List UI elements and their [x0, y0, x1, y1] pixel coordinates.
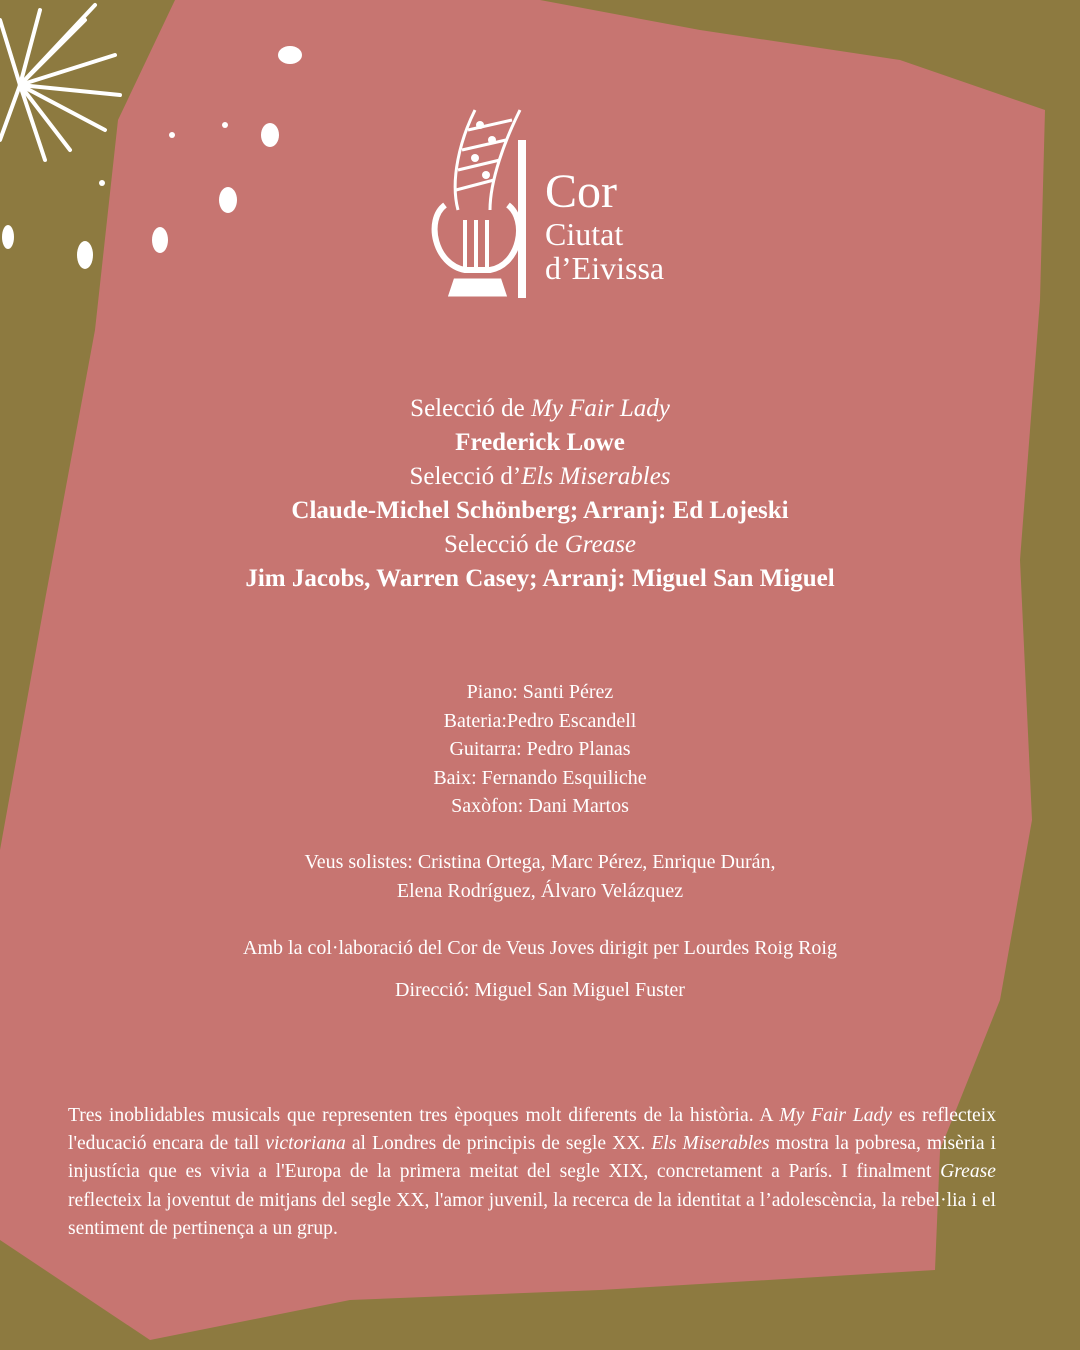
desc-text: al Londres de principis de segle XX. — [345, 1133, 652, 1155]
selection-prefix: Selecció de — [410, 395, 531, 422]
program-composer: Frederick Lowe — [455, 429, 625, 456]
program-selection — [0, 528, 1080, 562]
desc-text: es reflecteix l'educació encara de tall — [68, 1105, 996, 1155]
logo-wordmark — [545, 165, 665, 286]
musician-credit: Baix: Fernando Esquiliche — [433, 766, 647, 789]
desc-text: Tres inoblidables musicals que representen tres èpoques molt diferents de la història. A — [68, 1105, 780, 1126]
selection-prefix: Selecció d’ — [409, 463, 522, 490]
work-title: Grease — [564, 531, 637, 558]
selection-prefix: Selecció de — [443, 531, 565, 558]
firework-icon — [0, 5, 120, 160]
desc-italic: Grease — [940, 1161, 996, 1183]
work-title: My Fair Lady — [530, 395, 670, 422]
direction-credit: Direcció: Miguel San Miguel Fuster — [395, 979, 685, 1001]
program-list — [0, 392, 1080, 596]
desc-text: mostra la pobresa, misèria i injustícia que es vivia a l'Europa de la primera meitat del segle XIX, concretament a París. I finalment — [68, 1133, 996, 1183]
desc-text: reflecteix la joventut de mitjans del segle XX, l'amor juvenil, la recerca de la identitat a l’adolescència, la rebel·lia i el sentiment de pertinença a un grup. — [68, 1189, 996, 1239]
soloists-line: Veus solistes: Cristina Ortega, Marc Pérez, Enrique Durán, — [304, 851, 776, 873]
program-composer: Claude-Michel Schönberg; Arranj: Ed Lojeski — [291, 497, 789, 524]
musician-credit: Bateria:Pedro Escandell — [443, 709, 637, 732]
musician-credit: Guitarra: Pedro Planas — [449, 738, 631, 761]
desc-italic: victoriana — [265, 1133, 346, 1155]
work-title: Els Miserables — [521, 463, 671, 490]
choir-logo — [420, 80, 700, 310]
soloists-line: Elena Rodríguez, Álvaro Velázquez — [396, 879, 684, 902]
lyre-music-icon — [420, 80, 530, 310]
musicians-list — [0, 678, 1080, 821]
logo-line-ciutat: Ciutat — [545, 216, 624, 252]
program-composer: Jim Jacobs, Warren Casey; Arranj: Miguel San Miguel — [245, 565, 835, 592]
program-selection — [0, 392, 1080, 426]
logo-line-eivissa: d’Eivissa — [545, 250, 665, 286]
soloists-credit — [0, 848, 1080, 905]
musician-credit: Saxòfon: Dani Martos — [451, 795, 629, 818]
musician-credit: Piano: Santi Pérez — [466, 681, 614, 703]
program-selection — [0, 460, 1080, 494]
collaboration-credit: Amb la col·laboració del Cor de Veus Joves dirigit per Lourdes Roig Roig — [243, 937, 837, 959]
description-paragraph — [68, 1102, 996, 1243]
desc-italic: Els Miserables — [651, 1133, 770, 1155]
desc-italic: My Fair Lady — [779, 1105, 893, 1126]
logo-line-cor: Cor — [545, 165, 617, 218]
